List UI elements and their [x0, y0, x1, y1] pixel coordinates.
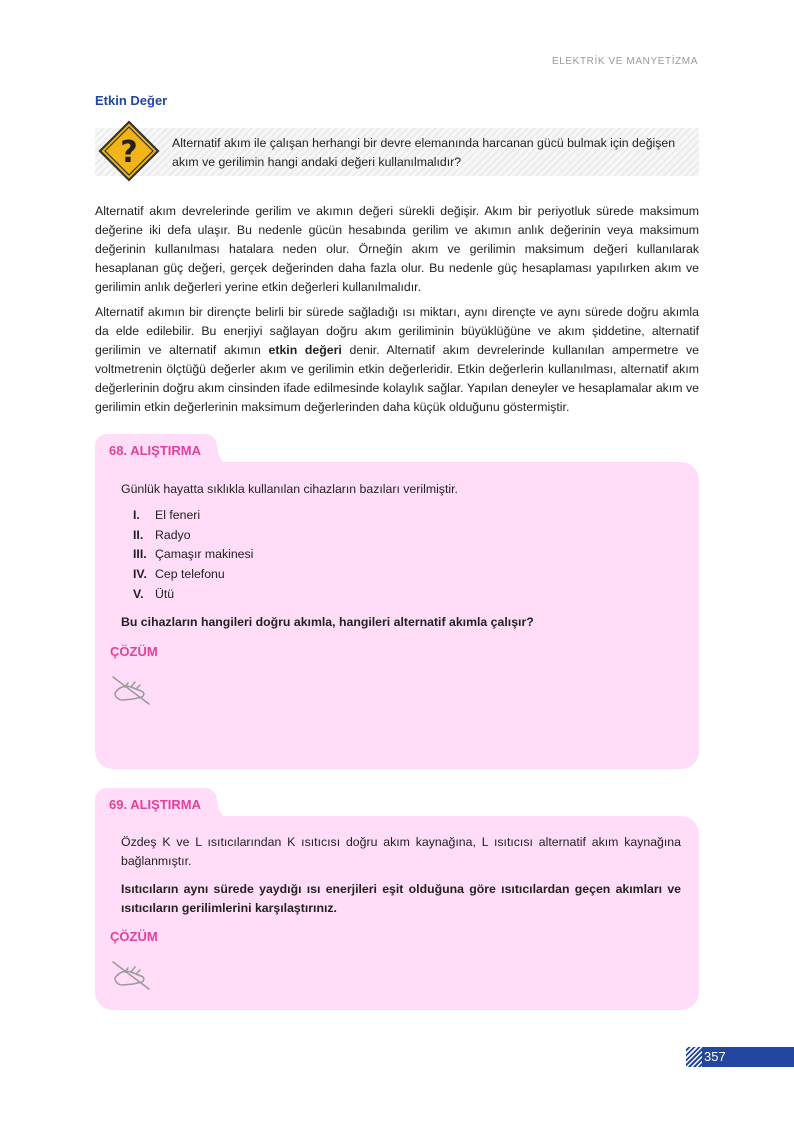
- list-item-label: Ütü: [155, 586, 175, 601]
- list-item: [133, 526, 253, 546]
- exercise-68-solution-label: ÇÖZÜM: [110, 644, 158, 659]
- question-text: Alternatif akım ile çalışan herhangi bir devre elemanında harcanan gücü bulmak için değişen akım ve gerilimin hangi andaki değeri kullanılmalıdır?: [172, 136, 676, 169]
- page-number-tab: [686, 1047, 794, 1067]
- list-item-num: III.: [133, 547, 147, 562]
- exercise-69-title: 69. ALIŞTIRMA: [95, 788, 217, 822]
- list-item: [133, 585, 253, 605]
- page-number: 357: [704, 1049, 726, 1064]
- writing-hand-icon: [111, 673, 151, 707]
- list-item-label: El feneri: [155, 508, 201, 522]
- list-item: [133, 506, 253, 526]
- list-item-label: Çamaşır makinesi: [155, 547, 254, 562]
- exercise-69-solution-label: ÇÖZÜM: [110, 929, 158, 944]
- exercise-68-intro: Günlük hayatta sıklıkla kullanılan cihazların bazıları verilmiştir.: [121, 482, 458, 496]
- question-warning-icon: [98, 120, 160, 182]
- paragraph-2: [95, 303, 699, 417]
- section-title: Etkin Değer: [95, 93, 168, 108]
- svg-text:?: ?: [120, 135, 138, 170]
- exercise-68-list: [133, 506, 253, 605]
- paragraph-2-text-a: Alternatif akımın bir dirençte belirli bir sürede sağladığı ısı miktarı, aynı dirençte ve aynı sürede doğru akımla da elde edilebilir. Bu enerjiyi sağlayan doğru akım geriliminin büyüklüğüne ve akım şiddetine, alternatif gerilimin ve alternatif akımın: [95, 305, 699, 357]
- list-item-label: Cep telefonu: [155, 567, 225, 582]
- list-item-label: Radyo: [155, 527, 191, 542]
- list-item-num: I.: [133, 508, 140, 522]
- exercise-69-intro: Özdeş K ve L ısıtıcılarından K ısıtıcısı doğru akım kaynağına, L ısıtıcısı alternatif akım kaynağına bağlanmıştır.: [121, 835, 681, 868]
- exercise-68-title: 68. ALIŞTIRMA: [95, 434, 217, 468]
- writing-hand-icon: [111, 958, 151, 992]
- list-item: [133, 565, 253, 585]
- paragraph-2-text-b: denir. Alternatif akım devrelerinde kullanılan ampermetre ve voltmetrenin ölçtüğü değerler akım ve gerilimin etkin değerleridir. Etkin değerlerin kullanılması, alternatif akım değerlerinin doğru akım cinsinden ifade edilmesinde kolaylık sağlar. Yapılan deneyler ve hesaplamalar akım ve gerilimin etkin değerlerinin maksimum değerlerinden daha küçük olduğunu göstermiştir.: [95, 343, 699, 414]
- list-item-num: IV.: [133, 567, 147, 582]
- list-item: [133, 545, 253, 565]
- paragraph-2-term: etkin değeri: [268, 343, 342, 357]
- page-number-stripes: [686, 1047, 702, 1067]
- exercise-68-question: Bu cihazların hangileri doğru akımla, hangileri alternatif akımla çalışır?: [121, 615, 534, 629]
- list-item-num: V.: [133, 586, 144, 601]
- paragraph-1: Alternatif akım devrelerinde gerilim ve akımın değeri sürekli değişir. Akım bir periyotluk sürede maksimum değerine iki defa ulaşır. Bu nedenle gücün hesabında gerilim ve akımın anlık değerinin veya maksimum değerinin kullanılması hatalara neden olur. Örneğin akım ve gerilimin maksimum değeri kullanılarak hesaplanan güç değeri, gerçek değerinden daha fazla olur. Bu nedenle güç hesaplaması yapılırken akım ve gerilimin anlık değerleri yerine etkin değerleri kullanılmalıdır.: [95, 204, 699, 294]
- exercise-69-question: Isıtıcıların aynı sürede yaydığı ısı enerjileri eşit olduğuna göre ısıtıcılardan geçen akımları ve ısıtıcıların gerilimlerini karşılaştırınız.: [121, 882, 681, 915]
- list-item-num: II.: [133, 527, 144, 542]
- running-head: ELEKTRİK VE MANYETİZMA: [551, 56, 698, 67]
